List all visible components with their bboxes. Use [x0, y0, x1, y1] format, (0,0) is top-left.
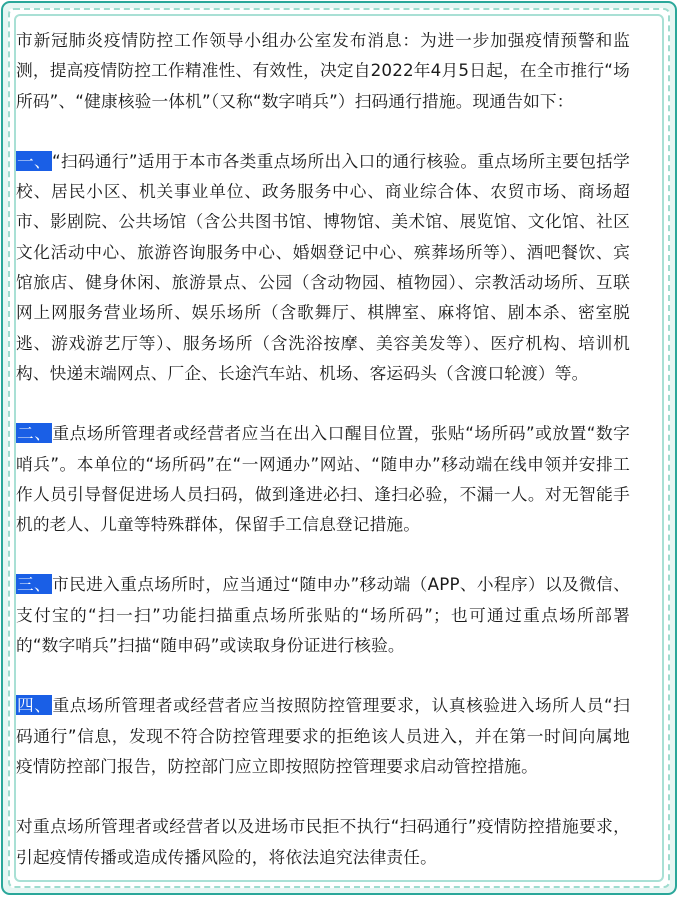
section-text: 市民进入重点场所时，应当通过“随申办”移动端（APP、小程序）以及微信、支付宝的“扫一扫”功能扫描重点场所张贴的“场所码”；也可通过重点场所部署的“数字哨兵”扫描“随申码”或读取身份证进行核验。: [16, 574, 630, 656]
section-4: [16, 690, 630, 781]
section-number: 三、: [17, 574, 52, 595]
closing-paragraph: 对重点场所管理者或经营者以及进场市民拒不执行“扫码通行”疫情防控措施要求，引起疫情传播或造成传播风险的，将依法追究法律责任。: [16, 816, 630, 867]
section-number: 一、: [17, 150, 51, 171]
section-3: [16, 569, 630, 660]
section-number: 四、: [17, 695, 52, 716]
section-2: [16, 418, 630, 539]
intro-paragraph: 市新冠肺炎疫情防控工作领导小组办公室发布消息：为进一步加强疫情预警和监测，提高疫情防控工作精准性、有效性，决定自2022年4月5日起，在全市推行“场所码”、“健康核验一体机”（又称“数字哨兵”）扫码通行措施。现通告如下：: [16, 30, 630, 111]
notice-content: [16, 25, 630, 902]
section-1: [16, 146, 630, 388]
section-text: “扫码通行”适用于本市各类重点场所出入口的通行核验。重点场所主要包括学校、居民小区、机关事业单位、政务服务中心、商业综合体、农贸市场、商场超市、影剧院、公共场馆（含公共图书馆、博物馆、美术馆、展览馆、文化馆、社区文化活动中心、旅游咨询服务中心、婚姻登记中心、殡葬场所等）、酒吧餐饮、宾馆旅店、健身休闲、旅游景点、公园（含动物园、植物园）、宗教活动场所、互联网上网服务营业场所、娱乐场所（含歌舞厅、棋牌室、麻将馆、剧本杀、密室脱逃、游戏游艺厅等）、服务场所（含洗浴按摩、美容美发等）、医疗机构、培训机构、快递末端网点、厂企、长途汽车站、机场、客运码头（含渡口轮渡）等。: [16, 150, 630, 383]
section-text: 重点场所管理者或经营者应当按照防控管理要求，认真核验进入场所人员“扫码通行”信息，发现不符合防控管理要求的拒绝该人员进入，并在第一时间向属地疫情防控部门报告，防控部门应立即按照防控管理要求启动管控措施。: [16, 695, 630, 776]
section-number: 二、: [17, 423, 52, 444]
section-text: 重点场所管理者或经营者应当在出入口醒目位置，张贴“场所码”或放置“数字哨兵”。本单位的“场所码”在“一网通办”网站、“随申办”移动端在线申领并安排工作人员引导督促进场人员扫码，做到逢进必扫、逢扫必验，不漏一人。对无智能手机的老人、儿童等特殊群体，保留手工信息登记措施。: [16, 423, 630, 535]
